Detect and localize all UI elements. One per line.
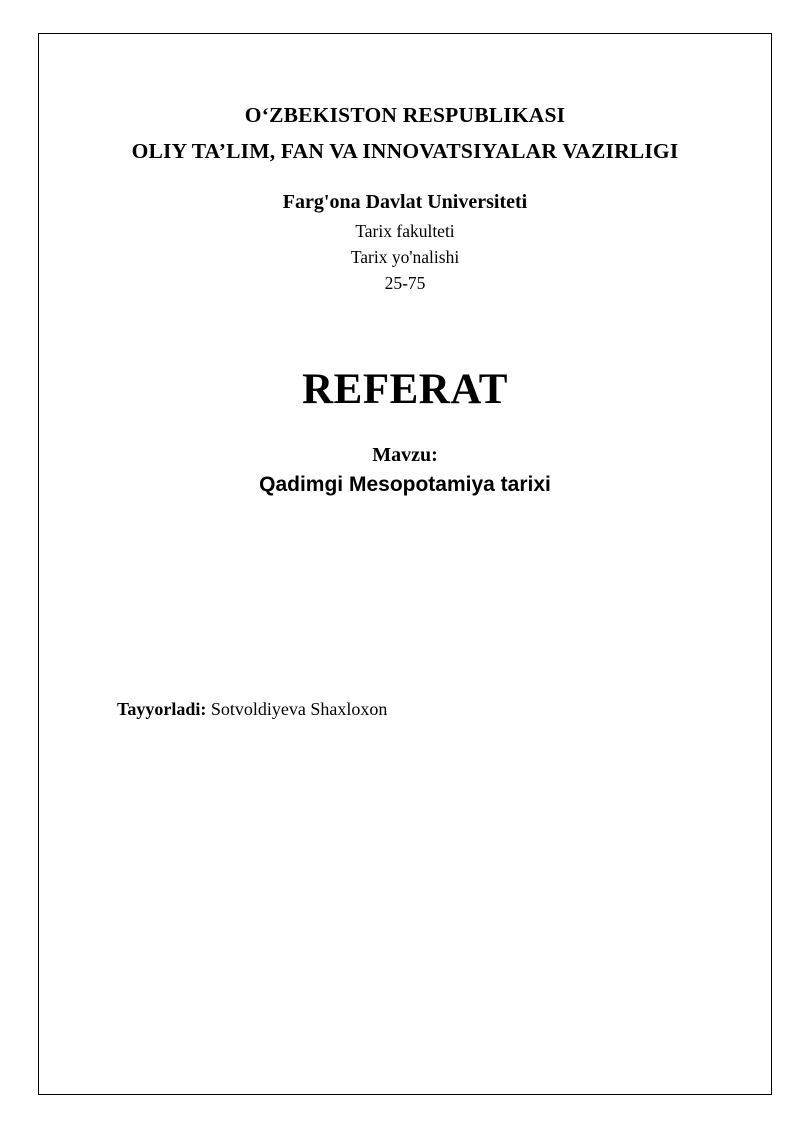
author-line (117, 697, 387, 721)
document-page (38, 33, 772, 1095)
university-name: Farg'ona Davlat Universiteti (282, 191, 528, 213)
page-content (39, 34, 771, 1094)
topic-label: Mavzu: (372, 444, 438, 466)
ministry-line-1: O‘ZBEKISTON RESPUBLIKASI (244, 103, 566, 127)
ministry-heading (39, 97, 771, 169)
faculty-name: Tarix fakulteti (355, 221, 455, 241)
author-label: Tayyorladi: (117, 699, 207, 719)
ministry-line-2: OLIY TA’LIM, FAN VA INNOVATSIYALAR VAZIRLIGI (131, 139, 679, 163)
document-type-title: REFERAT (302, 366, 508, 413)
author-name: Sotvoldiyeva Shaxloxon (210, 699, 388, 719)
group-number: 25-75 (384, 273, 426, 293)
direction-name: Tarix yo'nalishi (350, 247, 460, 267)
topic-title: Qadimgi Mesopotamiya tarixi (259, 473, 551, 496)
